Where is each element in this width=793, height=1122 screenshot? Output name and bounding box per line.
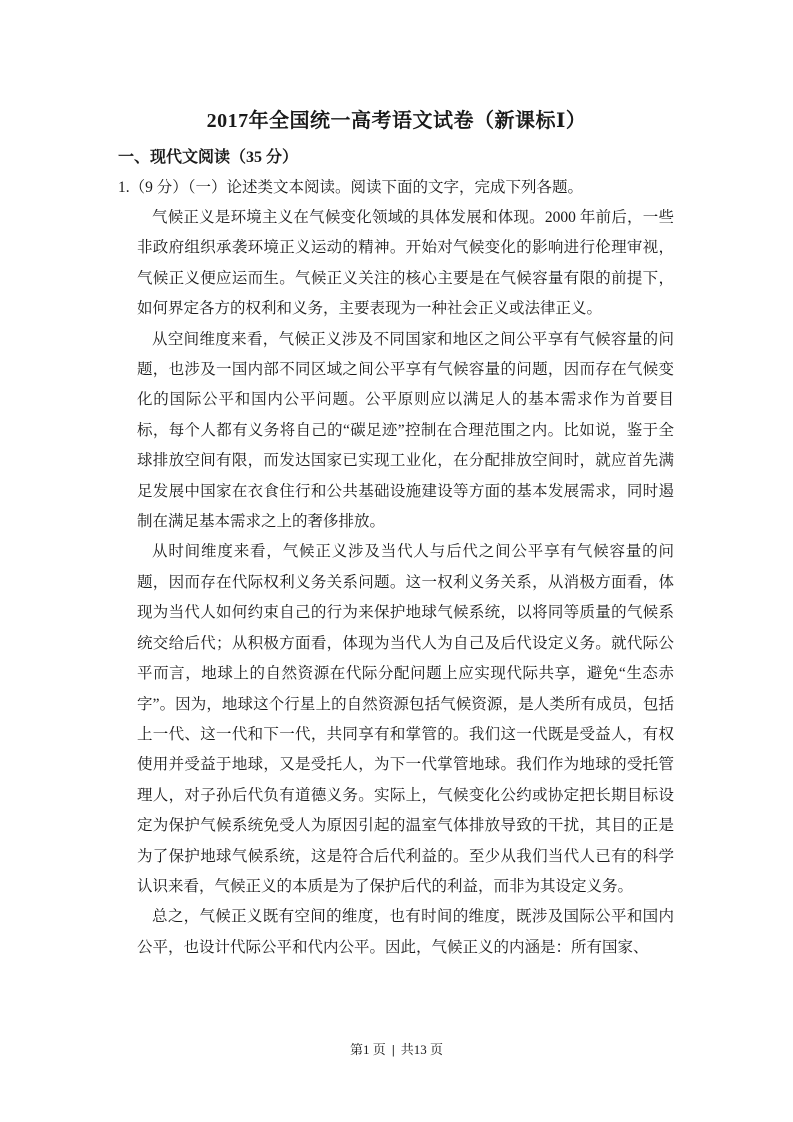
page-title: 2017年全国统一高考语文试卷（新课标Ⅰ） <box>206 110 587 132</box>
section-heading: 一、现代文阅读（35 分） <box>118 149 299 166</box>
paragraph: 从空间维度来看，气候正义涉及不同国家和地区之间公平享有气候容量的问题，也涉及一国内部不同区域之间公平享有气候容量的问题，因而存在气候变化的国际公平和国内公平问题。公平原则应以满足人的基本需求作为首要目标，每个人都有义务将自己的“碳足迹”控制在合理范围之内。比如说，鉴于全球排放空间有限，而发达国家已实现工业化，在分配排放空间时，就应首先满足发展中国家在衣食住行和公共基础设施建设等方面的基本发展需求，同时遏制在满足基本需求之上的奢侈排放。 <box>137 330 674 531</box>
page-footer <box>0 1039 793 1058</box>
question-intro: 1.（9 分）（一）论述类文本阅读。阅读下面的文字，完成下列各题。 <box>118 179 584 196</box>
page-number-current: 第1 页 <box>350 1042 386 1057</box>
footer-separator: | <box>391 1042 395 1057</box>
paragraph: 总之，气候正义既有空间的维度，也有时间的维度，既涉及国际公平和国内公平，也设计代际公平和代内公平。因此，气候正义的内涵是：所有国家、 <box>137 908 674 956</box>
page-number-total: 共13 页 <box>400 1042 443 1057</box>
paragraph: 从时间维度来看，气候正义涉及当代人与后代之间公平享有气候容量的问题，因而存在代际权利义务关系问题。这一权利义务关系，从消极方面看，体现为当代人如何约束自己的行为来保护地球气候系统，以将同等质量的气候系统交给后代；从积极方面看，体现为当代人为自己及后代设定义务。就代际公平而言，地球上的自然资源在代际分配问题上应实现代际共享，避免“生态赤字”。因为，地球这个行星上的自然资源包括气候资源，是人类所有成员，包括上一代、这一代和下一代，共同享有和掌管的。我们这一代既是受益人，有权使用并受益于地球，又是受托人，为下一代掌管地球。我们作为地球的受托管理人，对子孙后代负有道德义务。实际上，气候变化公约或协定把长期目标设定为保护气候系统免受人为原因引起的温室气体排放导致的干扰，其目的正是为了保护地球气候系统，这是符合后代利益的。至少从我们当代人已有的科学认识来看，气候正义的本质是为了保护后代的利益，而非为其设定义务。 <box>137 543 674 895</box>
paragraph: 气候正义是环境主义在气候变化领域的具体发展和体现。2000 年前后，一些非政府组织承袭环境正义运动的精神。开始对气候变化的影响进行伦理审视，气候正义便应运而生。气候正义关注的核心主要是在气候容量有限的前提下，如何界定各方的权利和义务，主要表现为一种社会正义或法律正义。 <box>137 209 674 318</box>
article-body <box>137 203 674 963</box>
